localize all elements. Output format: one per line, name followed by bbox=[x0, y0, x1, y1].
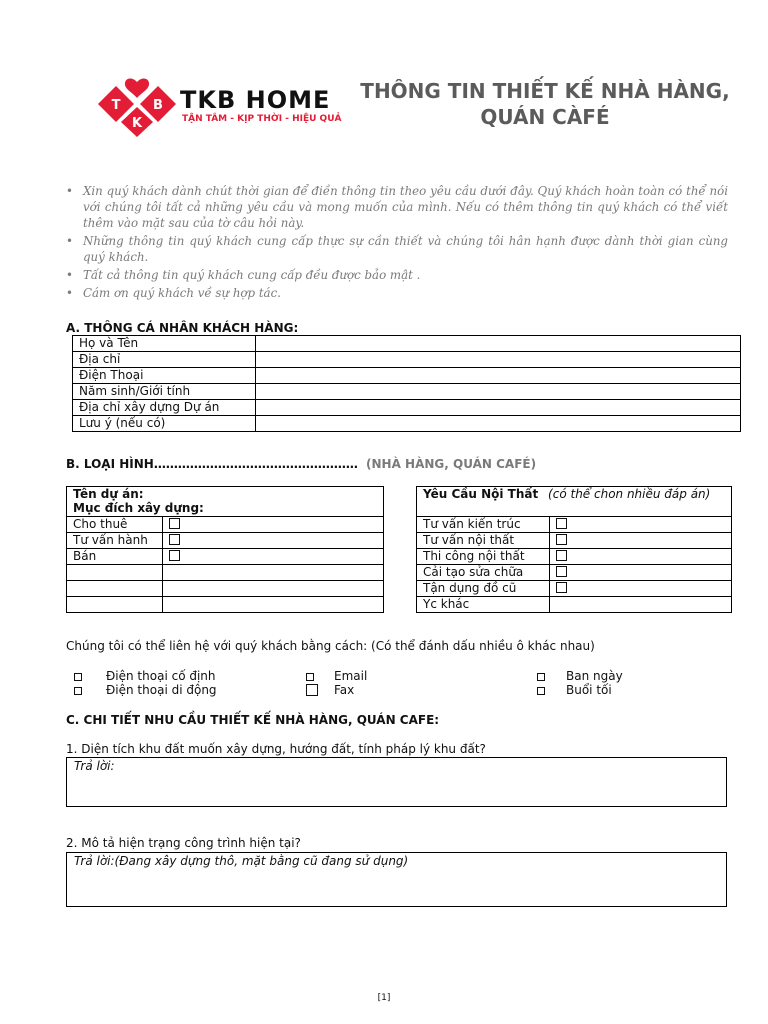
section-b-suffix: (NHÀ HÀNG, QUÁN CAFÉ) bbox=[366, 457, 537, 471]
interior-request-table bbox=[416, 486, 732, 613]
table-row bbox=[67, 565, 384, 581]
logo-letter-b: B bbox=[153, 98, 163, 113]
contact-option-label: Điện thoại di động bbox=[106, 683, 217, 697]
checkbox[interactable] bbox=[556, 582, 567, 593]
table-row bbox=[73, 416, 741, 432]
section-b-heading bbox=[66, 457, 536, 471]
intro-list bbox=[64, 183, 728, 303]
document-title: THÔNG TIN THIẾT KẾ NHÀ HÀNG, QUÁN CÀFÉ bbox=[360, 79, 730, 129]
logo-letter-k: K bbox=[131, 116, 143, 131]
answer-box-2[interactable] bbox=[66, 852, 727, 907]
contact-option-label: Email bbox=[334, 669, 368, 683]
checkbox-cell bbox=[163, 517, 384, 533]
table-row bbox=[73, 352, 741, 368]
checkbox[interactable] bbox=[306, 673, 314, 681]
intro-item: • Những thông tin quý khách cung cấp thực sự cần thiết và chúng tôi hân hạnh được dành thời gian cùng quý khách. bbox=[64, 233, 728, 265]
option-label: Tư vấn kiến trúc bbox=[417, 517, 550, 533]
table-row bbox=[73, 368, 741, 384]
interior-header-note: (có thể chon nhiều đáp án) bbox=[548, 487, 711, 501]
checkbox[interactable] bbox=[537, 673, 545, 681]
checkbox[interactable] bbox=[74, 673, 82, 681]
checkbox[interactable] bbox=[556, 550, 567, 561]
row-label: Địa chỉ xây dựng Dự án bbox=[73, 400, 256, 416]
checkbox[interactable] bbox=[556, 534, 567, 545]
table-row bbox=[67, 581, 384, 597]
option-label: Cải tạo sửa chữa bbox=[417, 565, 550, 581]
brand-name: TKB HOME bbox=[180, 86, 331, 114]
table-row bbox=[417, 533, 732, 549]
purpose-label: Mục đích xây dựng: bbox=[73, 501, 204, 515]
checkbox-cell bbox=[163, 533, 384, 549]
logo-letter-t: T bbox=[111, 98, 121, 113]
checkbox[interactable] bbox=[169, 550, 180, 561]
section-a-heading: A. THÔNG CÁ NHÂN KHÁCH HÀNG: bbox=[66, 321, 299, 335]
row-label: Lưu ý (nếu có) bbox=[73, 416, 256, 432]
empty-cell[interactable] bbox=[163, 565, 384, 581]
option-label: Tư vấn nội thất bbox=[417, 533, 550, 549]
section-c-heading: C. CHI TIẾT NHU CẦU THIẾT KẾ NHÀ HÀNG, QUÁN CAFE: bbox=[66, 713, 440, 727]
table-row bbox=[417, 517, 732, 533]
intro-item: • Xin quý khách dành chút thời gian để điền thông tin theo yêu cầu dưới đây. Quý khách hoàn toàn có thể nói với chúng tôi tất cả những yêu cầu và mong muốn của mình. Nếu có thêm thông tin quý khách có thể viết thêm vào mặt sau của tờ câu hỏi này. bbox=[64, 183, 728, 231]
question-2: 2. Mô tả hiện trạng công trình hiện tại? bbox=[66, 836, 301, 850]
checkbox-cell bbox=[550, 565, 732, 581]
row-label: Họ và Tên bbox=[73, 336, 256, 352]
interior-header-label: Yêu Cầu Nội Thất bbox=[423, 487, 539, 501]
page-number: [1] bbox=[377, 993, 391, 1003]
answer-box-1[interactable] bbox=[66, 757, 727, 807]
contact-prompt: Chúng tôi có thể liên hệ với quý khách bằng cách: (Có thể đánh dấu nhiều ô khác nhau) bbox=[66, 639, 595, 653]
table-row bbox=[417, 581, 732, 597]
table-row bbox=[73, 384, 741, 400]
row-value-cell[interactable] bbox=[256, 416, 741, 432]
table-row bbox=[67, 597, 384, 613]
intro-item: • Tất cả thông tin quý khách cung cấp đều được bảo mật . bbox=[64, 267, 728, 283]
table-row bbox=[417, 549, 732, 565]
option-label: Bán bbox=[67, 549, 163, 565]
purpose-header bbox=[67, 487, 384, 517]
option-label[interactable] bbox=[67, 565, 163, 581]
checkbox-cell bbox=[550, 549, 732, 565]
empty-cell[interactable] bbox=[163, 597, 384, 613]
project-name-label: Tên dự án: bbox=[73, 487, 144, 501]
row-value-cell[interactable] bbox=[256, 400, 741, 416]
checkbox-cell bbox=[550, 533, 732, 549]
answer-2-text: Trả lời:(Đang xây dựng thô, mặt bằng cũ đang sử dụng) bbox=[74, 854, 409, 868]
checkbox-cell bbox=[163, 549, 384, 565]
checkbox[interactable] bbox=[556, 566, 567, 577]
checkbox[interactable] bbox=[537, 687, 545, 695]
table-row bbox=[67, 533, 384, 549]
row-value-cell[interactable] bbox=[256, 384, 741, 400]
table-row bbox=[73, 336, 741, 352]
checkbox[interactable] bbox=[556, 518, 567, 529]
empty-cell[interactable] bbox=[163, 581, 384, 597]
purpose-table bbox=[66, 486, 384, 613]
section-b-title: B. LOẠI HÌNH…………………………………………… bbox=[66, 457, 358, 471]
option-label: Tư vấn hành bbox=[67, 533, 163, 549]
tkb-logo-icon bbox=[96, 66, 178, 138]
checkbox-cell bbox=[550, 581, 732, 597]
option-label: Tận dụng đồ cũ bbox=[417, 581, 550, 597]
checkbox[interactable] bbox=[74, 687, 82, 695]
other-request-cell[interactable] bbox=[550, 597, 732, 613]
contact-option-label: Buổi tối bbox=[566, 683, 612, 697]
checkbox-cell bbox=[550, 517, 732, 533]
table-row bbox=[417, 565, 732, 581]
contact-option-label: Fax bbox=[334, 683, 355, 697]
answer-1-text: Trả lời: bbox=[74, 759, 115, 773]
checkbox[interactable] bbox=[169, 518, 180, 529]
contact-option-label: Điện thoại cố định bbox=[106, 669, 216, 683]
row-value-cell[interactable] bbox=[256, 368, 741, 384]
table-row bbox=[67, 549, 384, 565]
customer-info-table bbox=[72, 335, 741, 432]
intro-item: • Cám ơn quý khách về sự hợp tác. bbox=[64, 285, 728, 301]
table-row bbox=[417, 597, 732, 613]
row-label: Địa chỉ bbox=[73, 352, 256, 368]
option-label[interactable] bbox=[67, 581, 163, 597]
table-row bbox=[73, 400, 741, 416]
row-value-cell[interactable] bbox=[256, 352, 741, 368]
brand-slogan: TẬN TÂM - KỊP THỜI - HIỆU QUẢ bbox=[182, 114, 342, 124]
question-1: 1. Diện tích khu đất muốn xây dựng, hướng đất, tính pháp lý khu đất? bbox=[66, 742, 486, 756]
option-label: Thi công nội thất bbox=[417, 549, 550, 565]
checkbox[interactable] bbox=[169, 534, 180, 545]
option-label: Cho thuê bbox=[67, 517, 163, 533]
checkbox[interactable] bbox=[306, 684, 318, 696]
row-label: Năm sinh/Giới tính bbox=[73, 384, 256, 400]
option-label[interactable] bbox=[67, 597, 163, 613]
row-value-cell[interactable] bbox=[256, 336, 741, 352]
row-label: Điện Thoại bbox=[73, 368, 256, 384]
option-label: Yc khác bbox=[417, 597, 550, 613]
table-header-row bbox=[67, 487, 384, 517]
interior-header bbox=[417, 487, 732, 517]
contact-option-label: Ban ngày bbox=[566, 669, 623, 683]
table-row bbox=[67, 517, 384, 533]
table-header-row bbox=[417, 487, 732, 517]
